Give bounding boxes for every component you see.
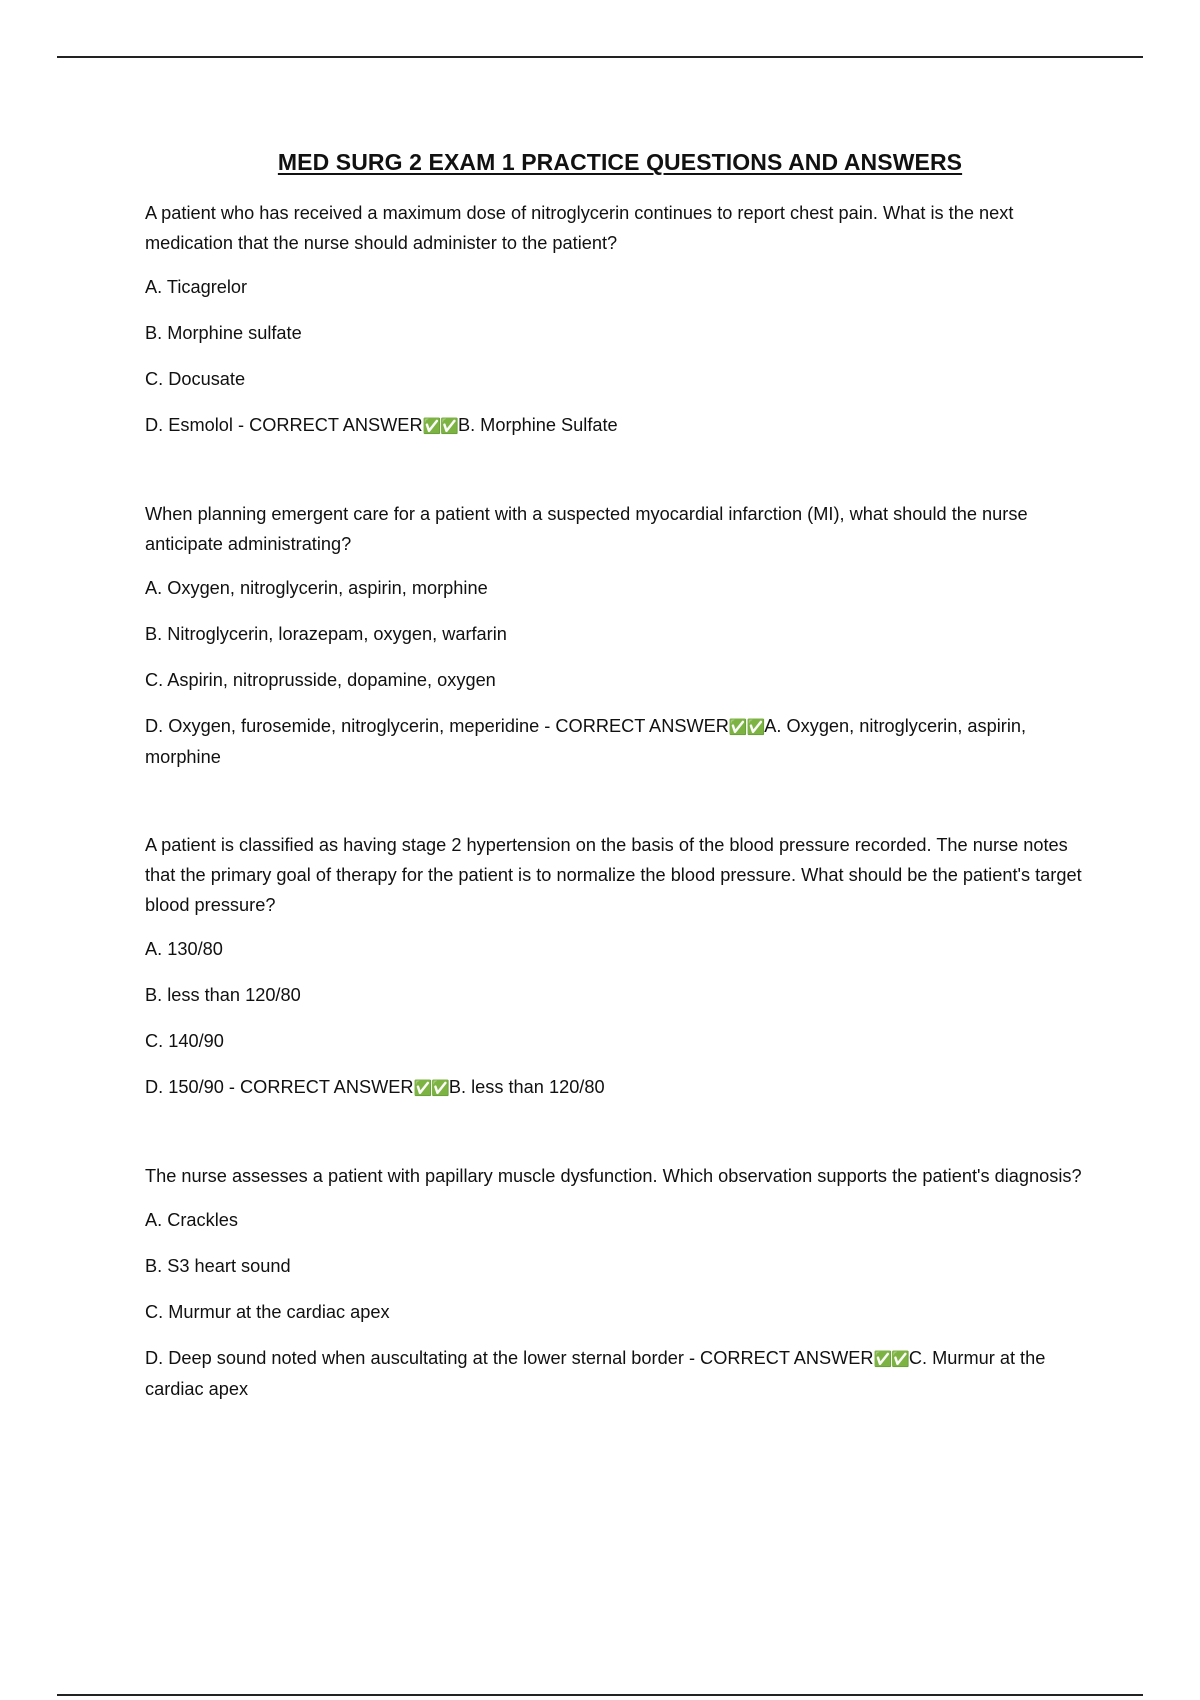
option-d: D. 150/90 [145,1077,224,1097]
option-d-with-answer [145,711,1090,772]
option-b: B. less than 120/80 [145,985,301,1005]
answer-prefix: - CORRECT ANSWER [223,1077,414,1097]
question-block-4 [145,1161,1090,1404]
checkmark-icon: ✅✅ [873,1350,909,1368]
checkmark-icon: ✅✅ [728,718,765,736]
option-d-with-answer [145,1343,1090,1404]
option-a: A. Ticagrelor [145,277,248,297]
question-text: A patient who has received a maximum dose of nitroglycerin continues to report chest pain. What is the next medication that the nurse should administer to the patient? [145,203,1014,253]
option-a: A. Oxygen, nitroglycerin, aspirin, morphine [145,578,488,598]
question-text: The nurse assesses a patient with papillary muscle dysfunction. Which observation supports the patient's diagnosis? [145,1166,1082,1186]
correct-answer: B. less than 120/80 [448,1077,605,1097]
correct-answer: A. Oxygen, nitroglycerin, aspirin, morphine [145,716,1027,767]
option-d: D. Deep sound noted when auscultating at the lower sternal border [145,1348,684,1368]
question-block-1 [145,198,1090,441]
option-a: A. Crackles [145,1210,238,1230]
checkmark-icon: ✅✅ [413,1079,449,1097]
option-b: B. Nitroglycerin, lorazepam, oxygen, warfarin [145,624,507,644]
option-b: B. S3 heart sound [145,1256,291,1276]
question-text: When planning emergent care for a patient with a suspected myocardial infarction (MI), what should the nurse anticipate administrating? [145,504,1028,554]
answer-prefix: - CORRECT ANSWER [232,415,423,435]
question-list [145,198,1090,1462]
option-c: C. 140/90 [145,1031,224,1051]
correct-answer: B. Morphine Sulfate [457,415,618,435]
question-block-3 [145,830,1090,1103]
option-c: C. Aspirin, nitroprusside, dopamine, oxygen [145,670,496,690]
option-d: D. Esmolol [145,415,233,435]
question-block-2 [145,499,1090,772]
answer-prefix: - CORRECT ANSWER [683,1348,874,1368]
top-rule [57,56,1143,58]
answer-prefix: - CORRECT ANSWER [539,716,729,736]
question-text: A patient is classified as having stage 2 hypertension on the basis of the blood pressure recorded. The nurse notes that the primary goal of therapy for the patient is to normalize the blood pressure. What should be the patient's target blood pressure? [145,835,1082,915]
option-b: B. Morphine sulfate [145,323,302,343]
option-a: A. 130/80 [145,939,223,959]
document-title: MED SURG 2 EXAM 1 PRACTICE QUESTIONS AND ANSWERS [277,149,963,175]
correct-answer: C. Murmur at the cardiac apex [145,1348,1046,1399]
bottom-rule [57,1694,1143,1696]
option-d-with-answer [145,1072,1090,1103]
option-c: C. Docusate [145,369,246,389]
option-c: C. Murmur at the cardiac apex [145,1302,390,1322]
checkmark-icon: ✅✅ [422,417,458,435]
option-d: D. Oxygen, furosemide, nitroglycerin, meperidine [145,716,540,736]
option-d-with-answer [145,410,1090,441]
